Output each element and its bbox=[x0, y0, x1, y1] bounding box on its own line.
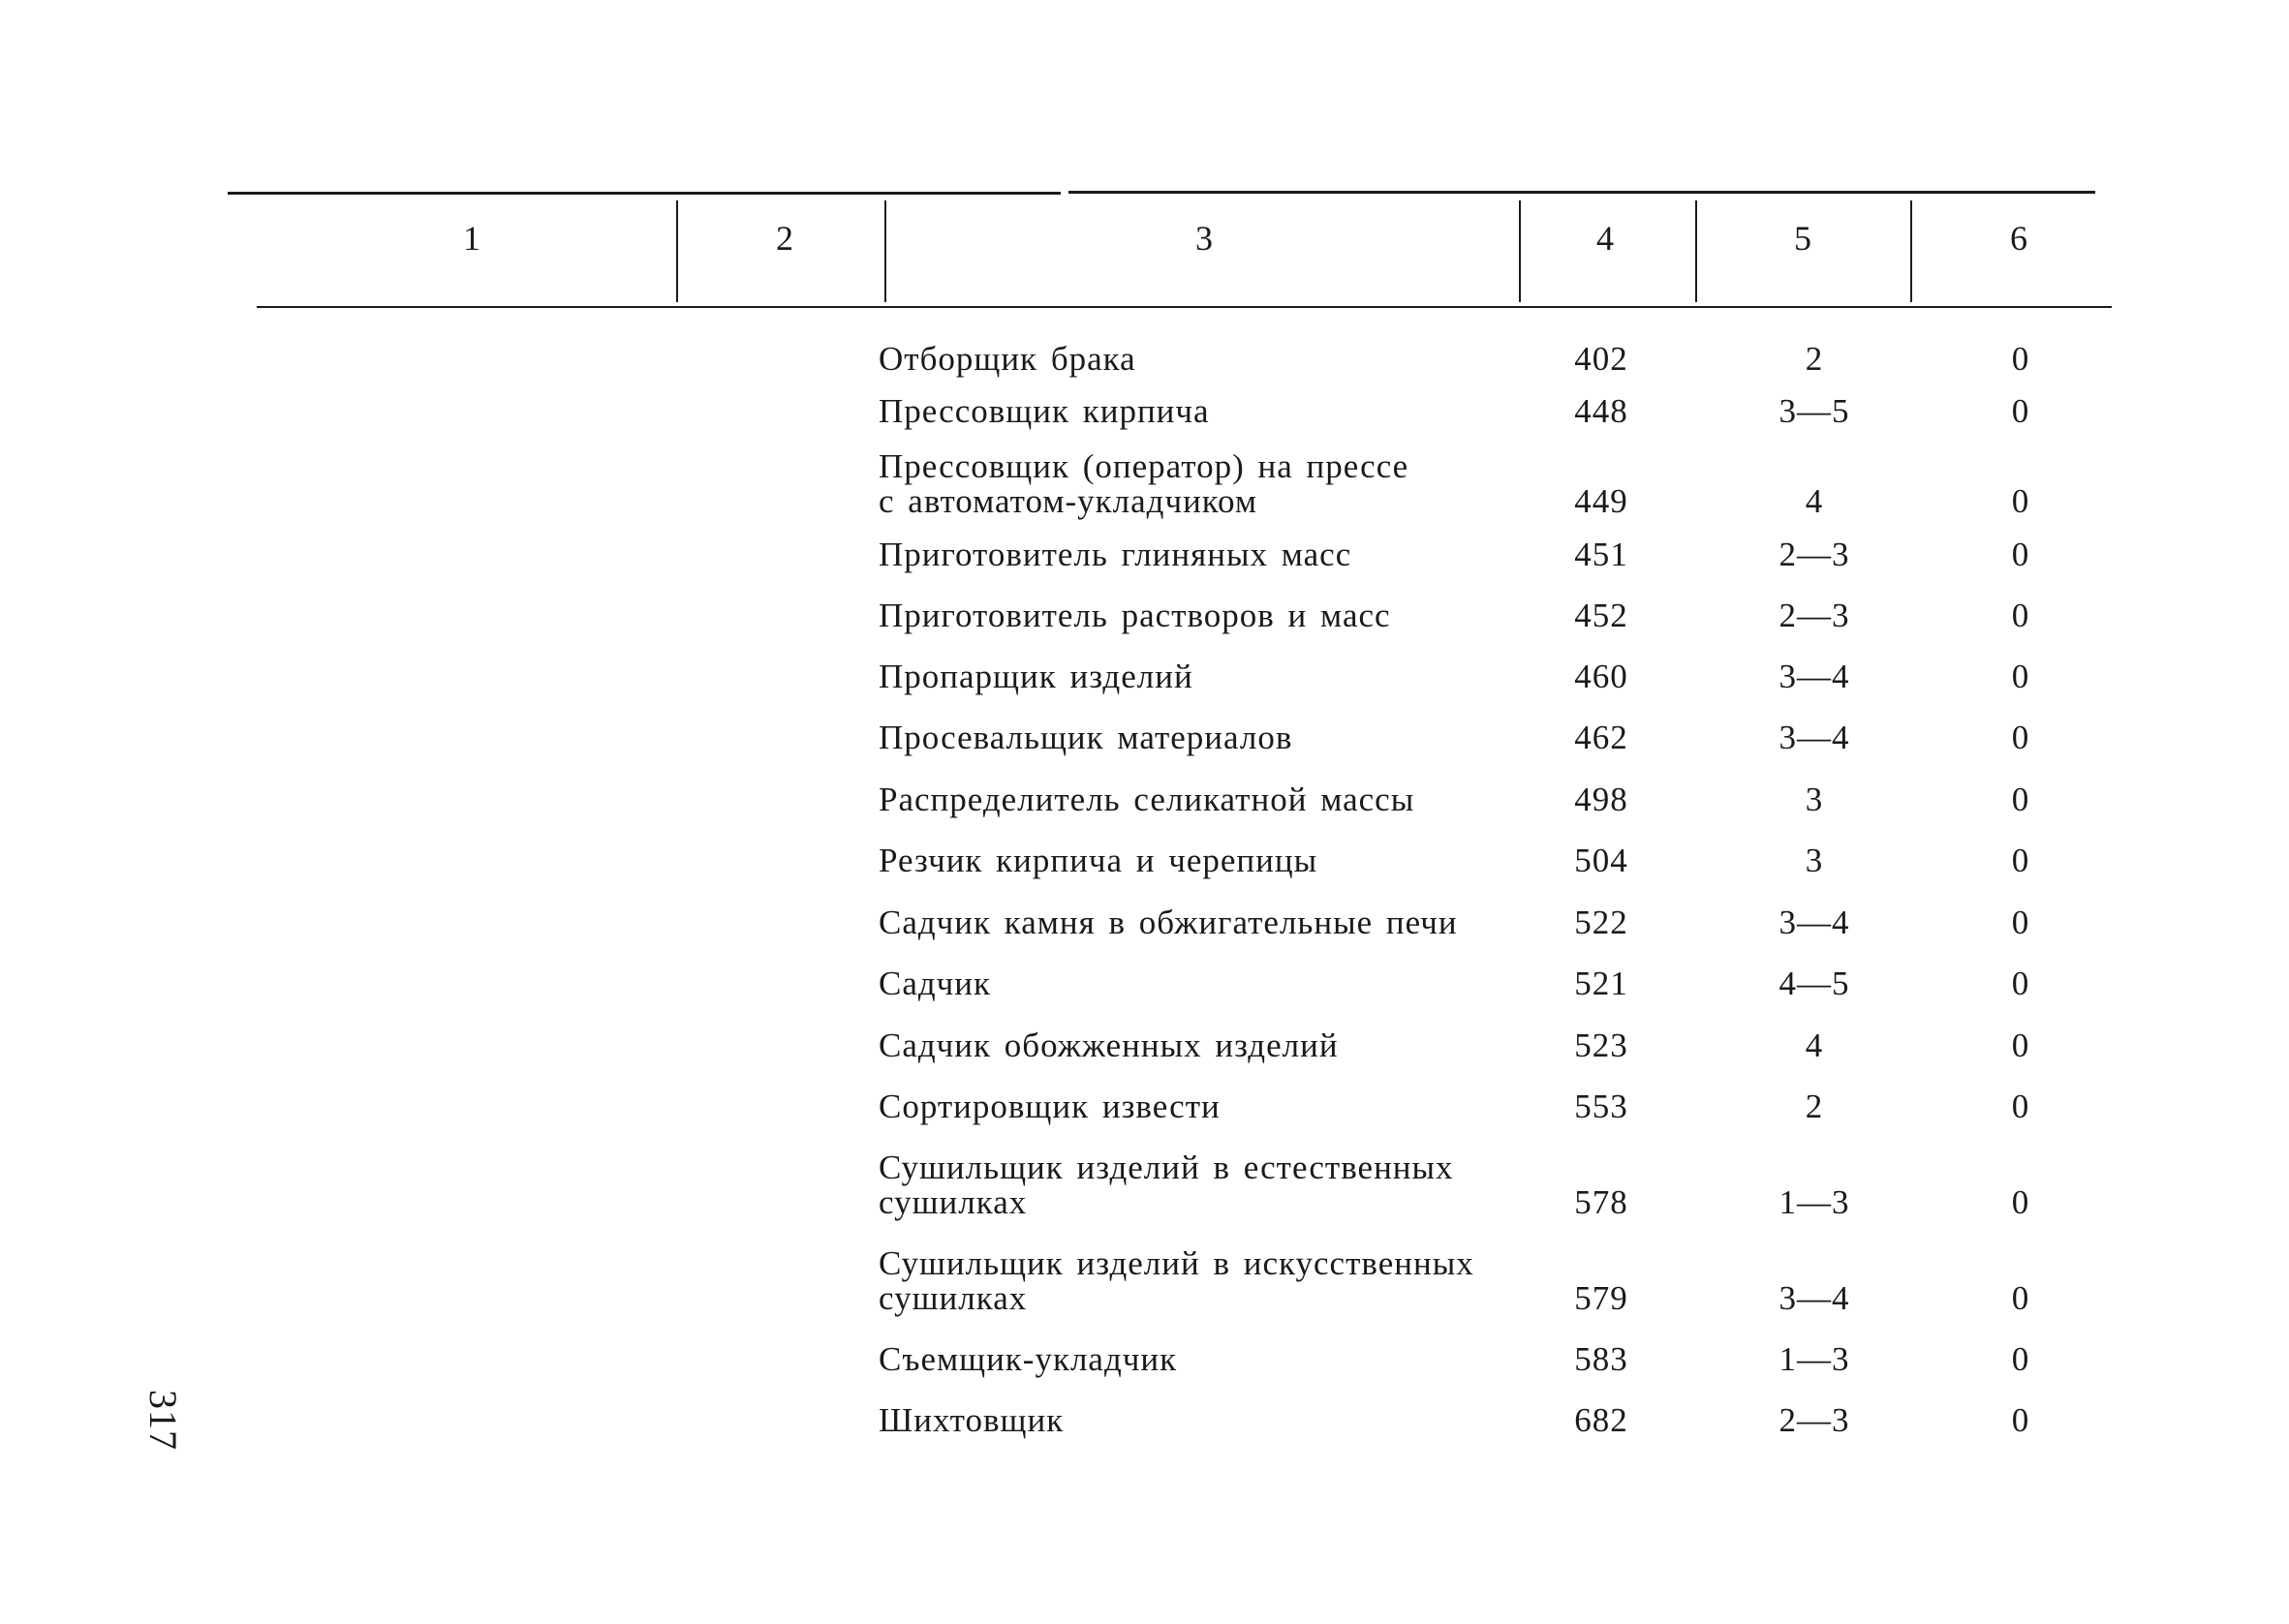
extra-value: 0 bbox=[2011, 1026, 2030, 1064]
profession-name bbox=[879, 843, 1508, 878]
header-separator-5 bbox=[1910, 200, 1912, 302]
profession-name bbox=[879, 1089, 1508, 1124]
extra-value: 0 bbox=[2011, 1340, 2030, 1378]
grade-range: 3—4 bbox=[1779, 719, 1850, 756]
header-column-1: 1 bbox=[463, 219, 480, 258]
grade-range: 4—5 bbox=[1779, 965, 1850, 1002]
header-column-3: 3 bbox=[1195, 219, 1213, 258]
extra-value: 0 bbox=[2011, 904, 2030, 941]
extra-value: 0 bbox=[2011, 340, 2030, 378]
header-column-4: 4 bbox=[1596, 219, 1614, 258]
profession-name bbox=[879, 537, 1508, 572]
header-top-rule-left bbox=[228, 192, 1061, 195]
profession-name bbox=[879, 1028, 1508, 1063]
grade-range: 2—3 bbox=[1779, 536, 1850, 573]
grade-range: 1—3 bbox=[1779, 1340, 1850, 1378]
profession-code: 498 bbox=[1574, 781, 1628, 818]
extra-value: 0 bbox=[2011, 965, 2030, 1002]
grade-range: 4 bbox=[1805, 1026, 1824, 1064]
grade-range: 3—4 bbox=[1779, 1279, 1850, 1317]
profession-name-line: Прессовщик кирпича bbox=[879, 392, 1210, 430]
profession-name bbox=[879, 966, 1508, 1001]
grade-range: 2—3 bbox=[1779, 597, 1850, 634]
grade-range: 4 bbox=[1805, 482, 1824, 520]
profession-code: 553 bbox=[1574, 1088, 1628, 1125]
extra-value: 0 bbox=[2011, 842, 2030, 879]
header-separator-3 bbox=[1519, 200, 1521, 302]
profession-name-line: Отборщик брака bbox=[879, 340, 1136, 378]
header-separator-4 bbox=[1695, 200, 1697, 302]
extra-value: 0 bbox=[2011, 781, 2030, 818]
grade-range: 3 bbox=[1805, 781, 1824, 818]
profession-name-line: Садчик обожженных изделий bbox=[879, 1026, 1339, 1064]
profession-name-line: Приготовитель глиняных масс bbox=[879, 536, 1352, 573]
profession-code: 402 bbox=[1574, 340, 1628, 378]
header-separator-2 bbox=[884, 200, 886, 302]
header-bottom-rule bbox=[257, 306, 2112, 308]
profession-code: 521 bbox=[1574, 965, 1628, 1002]
profession-name-line: Сушильщик изделий в искусственных bbox=[879, 1244, 1474, 1282]
profession-code: 462 bbox=[1574, 719, 1628, 756]
profession-name-line: сушилках bbox=[879, 1183, 1028, 1221]
extra-value: 0 bbox=[2011, 597, 2030, 634]
profession-code: 579 bbox=[1574, 1279, 1628, 1317]
profession-code: 682 bbox=[1574, 1401, 1628, 1439]
grade-range: 3 bbox=[1805, 842, 1824, 879]
profession-name bbox=[879, 905, 1508, 940]
grade-range: 2 bbox=[1805, 340, 1824, 378]
profession-name-line: Распределитель селикатной массы bbox=[879, 781, 1415, 818]
profession-code: 451 bbox=[1574, 536, 1628, 573]
profession-name bbox=[879, 782, 1508, 817]
profession-code: 522 bbox=[1574, 904, 1628, 941]
profession-name-line: Шихтовщик bbox=[879, 1401, 1065, 1439]
profession-code: 578 bbox=[1574, 1183, 1628, 1221]
profession-name-line: Приготовитель растворов и масс bbox=[879, 597, 1391, 634]
profession-code: 452 bbox=[1574, 597, 1628, 634]
profession-name-line: Садчик камня в обжигательные печи bbox=[879, 904, 1458, 941]
profession-name-line: Съемщик-укладчик bbox=[879, 1340, 1178, 1378]
profession-code: 449 bbox=[1574, 482, 1628, 520]
profession-name bbox=[879, 1342, 1508, 1377]
grade-range: 3—4 bbox=[1779, 904, 1850, 941]
profession-name-line: сушилках bbox=[879, 1279, 1028, 1317]
header-top-rule-right bbox=[1068, 191, 2095, 194]
profession-code: 523 bbox=[1574, 1026, 1628, 1064]
profession-name-line: Просевальщик материалов bbox=[879, 719, 1293, 756]
extra-value: 0 bbox=[2011, 1183, 2030, 1221]
profession-code: 448 bbox=[1574, 392, 1628, 430]
extra-value: 0 bbox=[2011, 1088, 2030, 1125]
profession-name-line: Прессовщик (оператор) на прессе bbox=[879, 447, 1409, 485]
extra-value: 0 bbox=[2011, 536, 2030, 573]
profession-name bbox=[879, 342, 1508, 377]
profession-name bbox=[879, 659, 1508, 694]
extra-value: 0 bbox=[2011, 482, 2030, 520]
header-column-6: 6 bbox=[2010, 219, 2027, 258]
grade-range: 2 bbox=[1805, 1088, 1824, 1125]
extra-value: 0 bbox=[2011, 1279, 2030, 1317]
grade-range: 3—5 bbox=[1779, 392, 1850, 430]
page-number: 317 bbox=[141, 1390, 185, 1451]
header-separator-1 bbox=[676, 200, 678, 302]
profession-name bbox=[879, 720, 1508, 755]
header-column-5: 5 bbox=[1794, 219, 1811, 258]
grade-range: 1—3 bbox=[1779, 1183, 1850, 1221]
profession-name bbox=[879, 598, 1508, 633]
header-column-2: 2 bbox=[776, 219, 793, 258]
extra-value: 0 bbox=[2011, 392, 2030, 430]
profession-name bbox=[879, 394, 1508, 429]
profession-code: 504 bbox=[1574, 842, 1628, 879]
profession-name-line: Пропарщик изделий bbox=[879, 658, 1193, 695]
profession-name bbox=[879, 449, 1508, 519]
profession-name-line: Резчик кирпича и черепицы bbox=[879, 842, 1318, 879]
profession-name bbox=[879, 1246, 1508, 1316]
profession-name-line: с автоматом-укладчиком bbox=[879, 482, 1258, 520]
profession-code: 583 bbox=[1574, 1340, 1628, 1378]
profession-name bbox=[879, 1150, 1508, 1220]
grade-range: 2—3 bbox=[1779, 1401, 1850, 1439]
profession-code: 460 bbox=[1574, 658, 1628, 695]
extra-value: 0 bbox=[2011, 1401, 2030, 1439]
extra-value: 0 bbox=[2011, 658, 2030, 695]
profession-name-line: Сушильщик изделий в естественных bbox=[879, 1149, 1454, 1186]
profession-name-line: Сортировщик извести bbox=[879, 1088, 1221, 1125]
profession-name-line: Садчик bbox=[879, 965, 992, 1002]
extra-value: 0 bbox=[2011, 719, 2030, 756]
profession-name bbox=[879, 1403, 1508, 1438]
grade-range: 3—4 bbox=[1779, 658, 1850, 695]
